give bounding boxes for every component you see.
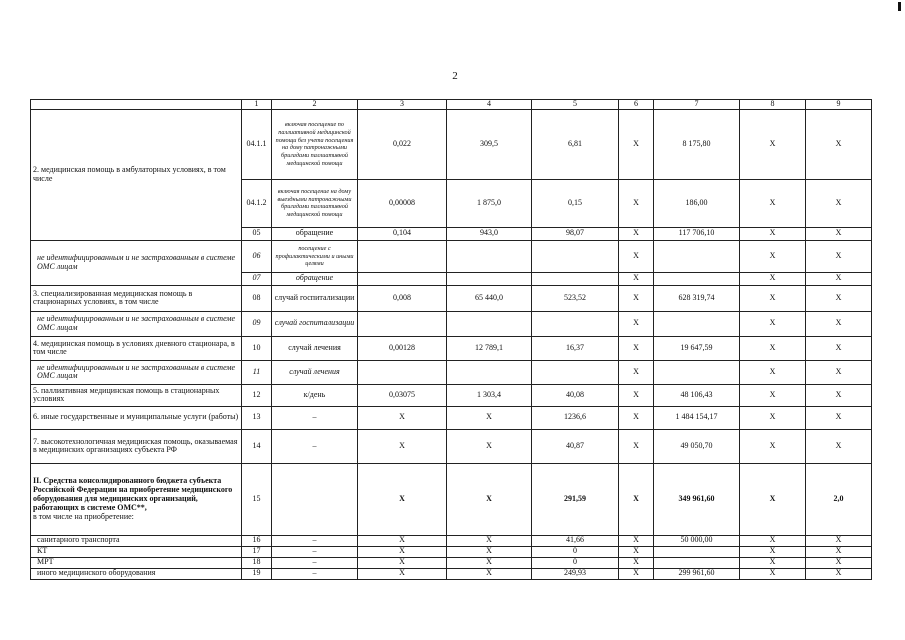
cell-c7 — [654, 272, 740, 285]
cell-c6: X — [619, 240, 654, 272]
cell-c3: 0,00128 — [358, 336, 447, 360]
cell-c4: X — [447, 463, 532, 535]
table-row — [31, 463, 872, 535]
row-label: не идентифицированным и не застрахованным в системе ОМС лицам — [31, 240, 242, 285]
header-cell-0 — [31, 100, 242, 110]
cell-c4: X — [447, 406, 532, 429]
header-cell-5: 5 — [532, 100, 619, 110]
cell-c5: 291,59 — [532, 463, 619, 535]
cell-c3: 0,00008 — [358, 179, 447, 227]
cell-c6: X — [619, 336, 654, 360]
cell-c5: 1236,6 — [532, 406, 619, 429]
cell-c3: X — [358, 429, 447, 463]
cell-c7: 299 961,60 — [654, 568, 740, 579]
cell-c4: X — [447, 568, 532, 579]
cell-c8: X — [740, 240, 806, 272]
page-edge-mark — [898, 2, 901, 11]
cell-c6: X — [619, 568, 654, 579]
header-cell-6: 6 — [619, 100, 654, 110]
cell-c9: X — [806, 240, 872, 272]
row-unit: – — [272, 568, 358, 579]
row-code: 15 — [242, 463, 272, 535]
cell-c9: X — [806, 546, 872, 557]
row-code: 19 — [242, 568, 272, 579]
cell-c8: X — [740, 463, 806, 535]
cell-c4: X — [447, 557, 532, 568]
cell-c6: X — [619, 311, 654, 336]
row-label: санитарного транспорта — [31, 535, 242, 546]
table-row — [31, 535, 872, 546]
table-header-row — [31, 100, 872, 110]
cell-c9: X — [806, 311, 872, 336]
cell-c8: X — [740, 272, 806, 285]
cell-c5: 41,66 — [532, 535, 619, 546]
cell-c7: 1 484 154,17 — [654, 406, 740, 429]
row-unit: к/день — [272, 384, 358, 406]
cell-c5: 0,15 — [532, 179, 619, 227]
table-row — [31, 557, 872, 568]
row-label: 5. паллиативная медицинская помощь в стационарных условиях — [31, 384, 242, 406]
table-row — [31, 311, 872, 336]
row-label: 2. медицинская помощь в амбулаторных условиях, в том числе — [31, 109, 242, 240]
row-label: КТ — [31, 546, 242, 557]
cell-c7 — [654, 546, 740, 557]
cell-c6: X — [619, 463, 654, 535]
cell-c4: 1 303,4 — [447, 384, 532, 406]
cell-c9: X — [806, 384, 872, 406]
cell-c9: X — [806, 557, 872, 568]
cell-c8: X — [740, 227, 806, 240]
cell-c3: X — [358, 546, 447, 557]
cell-c9: X — [806, 568, 872, 579]
cell-c6: X — [619, 384, 654, 406]
cell-c3 — [358, 360, 447, 384]
cell-c5 — [532, 311, 619, 336]
cell-c7: 19 647,59 — [654, 336, 740, 360]
cell-c4 — [447, 240, 532, 272]
row-code: 14 — [242, 429, 272, 463]
cell-c4: 65 440,0 — [447, 285, 532, 311]
row-unit: включая посещение по паллиативной медицинской помощи без учета посещения на дому патронажными бригадами паллиативной медицинской помощи — [272, 109, 358, 179]
row-code: 16 — [242, 535, 272, 546]
cell-c8: X — [740, 568, 806, 579]
row-label — [31, 463, 242, 535]
cell-c8: X — [740, 384, 806, 406]
cell-c9: X — [806, 285, 872, 311]
table-row — [31, 406, 872, 429]
cell-c7: 117 706,10 — [654, 227, 740, 240]
cell-c4 — [447, 272, 532, 285]
cell-c7: 49 050,70 — [654, 429, 740, 463]
cell-c9: X — [806, 535, 872, 546]
row-label-bold: II. Средства консолидированного бюджета субъекта Российской Федерации на приобретение медицинского оборудования для медицинских организаций, работающих в системе ОМС**, — [33, 476, 233, 512]
cell-c5: 0 — [532, 546, 619, 557]
cell-c5 — [532, 240, 619, 272]
cell-c4: 309,5 — [447, 109, 532, 179]
cell-c6: X — [619, 272, 654, 285]
cell-c8: X — [740, 406, 806, 429]
cell-c9: X — [806, 272, 872, 285]
cell-c6: X — [619, 227, 654, 240]
table-row — [31, 546, 872, 557]
cell-c6: X — [619, 429, 654, 463]
cell-c4: 943,0 — [447, 227, 532, 240]
cell-c9: X — [806, 109, 872, 179]
cell-c8: X — [740, 109, 806, 179]
row-label: 6. иные государственные и муниципальные услуги (работы) — [31, 406, 242, 429]
cell-c7: 50 000,00 — [654, 535, 740, 546]
cell-c7 — [654, 557, 740, 568]
cell-c9: X — [806, 179, 872, 227]
cell-c8: X — [740, 557, 806, 568]
cell-c8: X — [740, 311, 806, 336]
cell-c3: 0,03075 — [358, 384, 447, 406]
cell-c5: 40,08 — [532, 384, 619, 406]
table-row — [31, 336, 872, 360]
row-code: 04.1.1 — [242, 109, 272, 179]
cell-c6: X — [619, 109, 654, 179]
cell-c4: X — [447, 546, 532, 557]
cell-c7 — [654, 311, 740, 336]
cell-c8: X — [740, 535, 806, 546]
cell-c4: 12 789,1 — [447, 336, 532, 360]
cell-c6: X — [619, 535, 654, 546]
cell-c9: X — [806, 406, 872, 429]
header-cell-2: 2 — [272, 100, 358, 110]
cell-c3: X — [358, 568, 447, 579]
cell-c5: 40,87 — [532, 429, 619, 463]
header-cell-8: 8 — [740, 100, 806, 110]
cell-c7 — [654, 240, 740, 272]
cell-c3 — [358, 240, 447, 272]
row-unit: – — [272, 535, 358, 546]
cell-c6: X — [619, 360, 654, 384]
row-unit: случай госпитализации — [272, 311, 358, 336]
cell-c6: X — [619, 285, 654, 311]
financing-table — [30, 99, 872, 580]
row-unit: – — [272, 429, 358, 463]
row-code: 06 — [242, 240, 272, 272]
cell-c4 — [447, 360, 532, 384]
row-unit: – — [272, 546, 358, 557]
table-row — [31, 109, 872, 179]
cell-c3: X — [358, 535, 447, 546]
cell-c8: X — [740, 546, 806, 557]
row-label-tail: в том числе на приобретение: — [33, 511, 134, 521]
row-label: не идентифицированным и не застрахованным в системе ОМС лицам — [31, 360, 242, 384]
cell-c5: 249,93 — [532, 568, 619, 579]
cell-c8: X — [740, 429, 806, 463]
cell-c8: X — [740, 179, 806, 227]
cell-c6: X — [619, 546, 654, 557]
row-label: 4. медицинская помощь в условиях дневного стационара, в том числе — [31, 336, 242, 360]
row-code: 17 — [242, 546, 272, 557]
table-row — [31, 384, 872, 406]
row-code: 08 — [242, 285, 272, 311]
row-code: 18 — [242, 557, 272, 568]
cell-c4 — [447, 311, 532, 336]
cell-c6: X — [619, 557, 654, 568]
cell-c9: X — [806, 336, 872, 360]
cell-c8: X — [740, 336, 806, 360]
table-row — [31, 568, 872, 579]
cell-c5: 0 — [532, 557, 619, 568]
header-cell-9: 9 — [806, 100, 872, 110]
cell-c3: 0,008 — [358, 285, 447, 311]
row-label: 3. специализированная медицинская помощь в стационарных условиях, в том числе — [31, 285, 242, 311]
row-code: 04.1.2 — [242, 179, 272, 227]
row-unit: обращение — [272, 227, 358, 240]
row-code: 13 — [242, 406, 272, 429]
row-unit: включая посещение на дому выездными патронажными бригадами паллиативной медицинской помощи — [272, 179, 358, 227]
header-cell-7: 7 — [654, 100, 740, 110]
cell-c9: X — [806, 429, 872, 463]
cell-c5: 6,81 — [532, 109, 619, 179]
cell-c5: 98,07 — [532, 227, 619, 240]
cell-c4: X — [447, 535, 532, 546]
page-number: 2 — [452, 70, 458, 82]
row-unit: обращение — [272, 272, 358, 285]
row-label: иного медицинского оборудования — [31, 568, 242, 579]
cell-c7: 8 175,80 — [654, 109, 740, 179]
cell-c4: 1 875,0 — [447, 179, 532, 227]
row-code: 11 — [242, 360, 272, 384]
cell-c3: 0,022 — [358, 109, 447, 179]
row-label: МРТ — [31, 557, 242, 568]
row-code: 09 — [242, 311, 272, 336]
header-cell-3: 3 — [358, 100, 447, 110]
row-unit — [272, 463, 358, 535]
row-code: 07 — [242, 272, 272, 285]
cell-c5: 523,52 — [532, 285, 619, 311]
row-unit: – — [272, 406, 358, 429]
row-unit: случай госпитализации — [272, 285, 358, 311]
cell-c8: X — [740, 360, 806, 384]
cell-c5: 16,37 — [532, 336, 619, 360]
row-label: не идентифицированным и не застрахованным в системе ОМС лицам — [31, 311, 242, 336]
cell-c5 — [532, 272, 619, 285]
cell-c6: X — [619, 406, 654, 429]
cell-c7: 628 319,74 — [654, 285, 740, 311]
cell-c9: 2,0 — [806, 463, 872, 535]
cell-c8: X — [740, 285, 806, 311]
row-code: 10 — [242, 336, 272, 360]
cell-c3: X — [358, 557, 447, 568]
header-cell-4: 4 — [447, 100, 532, 110]
cell-c3 — [358, 311, 447, 336]
cell-c6: X — [619, 179, 654, 227]
row-unit: случай лечения — [272, 336, 358, 360]
cell-c4: X — [447, 429, 532, 463]
row-label: 7. высокотехнологичная медицинская помощь, оказываемая в медицинских организациях субъекта РФ — [31, 429, 242, 463]
cell-c5 — [532, 360, 619, 384]
table-row — [31, 360, 872, 384]
row-unit: посещение с профилактическими и иными целями — [272, 240, 358, 272]
table-row — [31, 429, 872, 463]
header-cell-1: 1 — [242, 100, 272, 110]
table-row — [31, 285, 872, 311]
cell-c7 — [654, 360, 740, 384]
cell-c7: 186,00 — [654, 179, 740, 227]
cell-c3: X — [358, 463, 447, 535]
cell-c3: X — [358, 406, 447, 429]
row-unit: – — [272, 557, 358, 568]
cell-c7: 349 961,60 — [654, 463, 740, 535]
cell-c9: X — [806, 360, 872, 384]
table-row — [31, 240, 872, 272]
cell-c7: 48 106,43 — [654, 384, 740, 406]
row-code: 05 — [242, 227, 272, 240]
cell-c3: 0,104 — [358, 227, 447, 240]
cell-c3 — [358, 272, 447, 285]
cell-c9: X — [806, 227, 872, 240]
row-code: 12 — [242, 384, 272, 406]
row-unit: случай лечения — [272, 360, 358, 384]
